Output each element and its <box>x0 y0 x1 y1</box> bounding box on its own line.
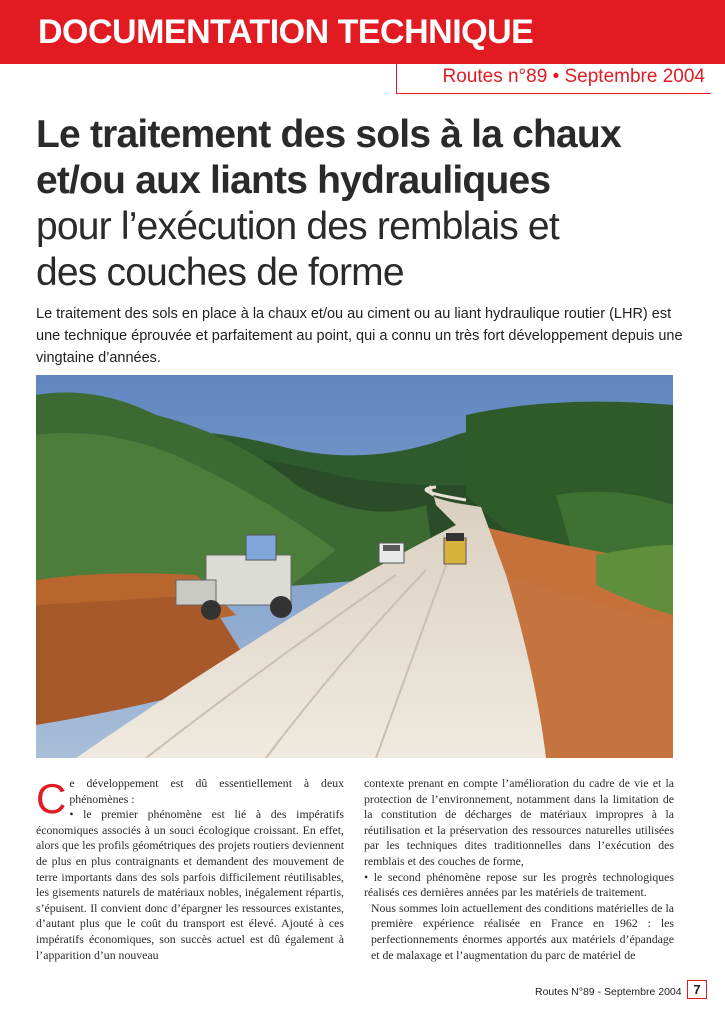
issue-label: Routes n°89 • Septembre 2004 <box>442 66 705 87</box>
title-light-line-1: pour l’exécution des remblais et <box>36 205 559 248</box>
column-left-bullet: • le premier phénomène est lié à des impératifs économiques associés à un souci écologique croissant. En effet, alors que les profils géométriques des projets routiers deviennent de plus en plus contraignants et demandent des mouvement de terre importants dans des sols parfois difficilement réutilisables, les gisements naturels de matériaux nobles, inégalement répartis, s’épuisent. Il convient donc d’épargner les ressources existantes, d’autant plus que le coût du transport est élevé. Ajouté à ces impératifs économiques, son succès actuel est dû également à l’apparition d’un nouveau <box>36 807 344 962</box>
footer-issue: Routes N°89 - Septembre 2004 <box>535 986 682 998</box>
article-title <box>36 112 696 296</box>
column-right-continuation: contexte prenant en compte l’amélioration du cadre de vie et la protection de l’environnement, notamment dans la limitation de la constitution de décharges de matériaux impropres à la réutilisation et la préservation des ressources naturelles utilisées par les techniques dites traditionnelles dans l’exécution des remblais et des couches de forme, <box>364 776 674 868</box>
truck <box>379 543 404 563</box>
column-left <box>36 776 344 963</box>
column-right <box>364 776 674 963</box>
section-banner <box>0 0 725 64</box>
article-intro: Le traitement des sols en place à la chaux et/ou au ciment ou au liant hydraulique routier (LHR) est une technique éprouvée et parfaitement au point, qui a connu un très fort développement depuis une vingtaine d’années. <box>36 306 683 366</box>
drop-cap: C <box>36 775 67 822</box>
title-bold-line-1: Le traitement des sols à la chaux <box>36 113 621 156</box>
page-number: 7 <box>687 980 707 999</box>
section-title: DOCUMENTATION TECHNIQUE <box>38 13 534 51</box>
title-light-line-2: des couches de forme <box>36 251 404 294</box>
column-right-bullet: • le second phénomène repose sur les progrès technologiques réalisés ces dernières années par les matériels de traitement. <box>364 869 674 900</box>
issue-box <box>396 64 711 94</box>
column-left-first-paragraph: e développement est dû essentiellement à deux phénomènes : <box>69 776 344 806</box>
title-bold-line-2: et/ou aux liants hydrauliques <box>36 159 551 202</box>
construction-site-photo <box>36 375 673 758</box>
column-right-paragraph: Nous sommes loin actuellement des conditions matérielles de la première expérience réalisée en France en 1962 : les perfectionnements énormes apportés aux matériels d’épandage et de malaxage et l’augmentation du parc de matériel de <box>371 900 674 962</box>
compactor <box>444 533 466 564</box>
